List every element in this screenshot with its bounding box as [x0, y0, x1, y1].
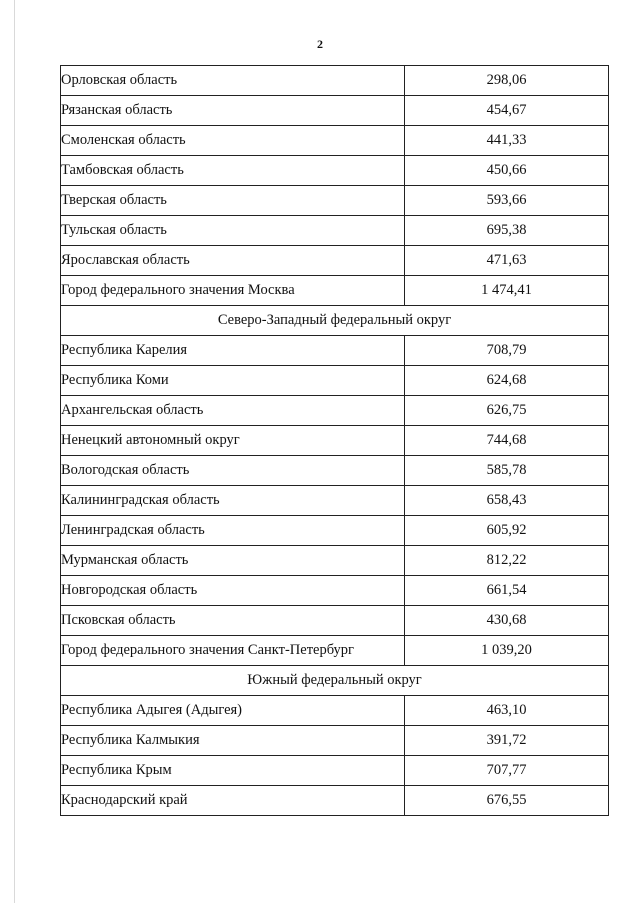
- region-value: 626,75: [405, 396, 609, 426]
- table-row: [61, 276, 609, 306]
- table-row: [61, 546, 609, 576]
- district-header-row: [61, 666, 609, 696]
- table-row: [61, 396, 609, 426]
- region-value: 624,68: [405, 366, 609, 396]
- region-name: Рязанская область: [61, 96, 405, 126]
- region-value: 661,54: [405, 576, 609, 606]
- region-name: Ярославская область: [61, 246, 405, 276]
- region-value: 1 039,20: [405, 636, 609, 666]
- page-number: 2: [317, 37, 323, 51]
- region-name: Архангельская область: [61, 396, 405, 426]
- region-value: 593,66: [405, 186, 609, 216]
- region-name: Новгородская область: [61, 576, 405, 606]
- region-name: Республика Калмыкия: [61, 726, 405, 756]
- region-value: 707,77: [405, 756, 609, 786]
- region-name: Ленинградская область: [61, 516, 405, 546]
- scan-margin-line: [14, 0, 15, 903]
- region-value: 695,38: [405, 216, 609, 246]
- region-name: Краснодарский край: [61, 786, 405, 816]
- table-row: [61, 696, 609, 726]
- table-row: [61, 216, 609, 246]
- table-row: [61, 246, 609, 276]
- region-name: Орловская область: [61, 66, 405, 96]
- region-value: 450,66: [405, 156, 609, 186]
- region-name: Республика Адыгея (Адыгея): [61, 696, 405, 726]
- region-value: 430,68: [405, 606, 609, 636]
- region-name: Республика Карелия: [61, 336, 405, 366]
- table-row: [61, 96, 609, 126]
- table-row: [61, 576, 609, 606]
- table-row: [61, 186, 609, 216]
- region-value: 585,78: [405, 456, 609, 486]
- table-row: [61, 366, 609, 396]
- district-header-row: [61, 306, 609, 336]
- region-name: Вологодская область: [61, 456, 405, 486]
- table-row: [61, 336, 609, 366]
- region-value: 391,72: [405, 726, 609, 756]
- table-row: [61, 606, 609, 636]
- region-name: Калининградская область: [61, 486, 405, 516]
- region-name: Республика Коми: [61, 366, 405, 396]
- table-row: [61, 486, 609, 516]
- table-row: [61, 156, 609, 186]
- region-value: 441,33: [405, 126, 609, 156]
- region-value: 298,06: [405, 66, 609, 96]
- regions-table-body: [61, 66, 609, 816]
- region-value: 454,67: [405, 96, 609, 126]
- region-value: 471,63: [405, 246, 609, 276]
- region-value: 658,43: [405, 486, 609, 516]
- table-row: [61, 786, 609, 816]
- region-name: Республика Крым: [61, 756, 405, 786]
- region-value: 463,10: [405, 696, 609, 726]
- region-value: 744,68: [405, 426, 609, 456]
- regions-table: [60, 65, 609, 816]
- region-value: 812,22: [405, 546, 609, 576]
- region-value: 1 474,41: [405, 276, 609, 306]
- region-name: Тамбовская область: [61, 156, 405, 186]
- region-value: 605,92: [405, 516, 609, 546]
- table-row: [61, 516, 609, 546]
- region-name: Псковская область: [61, 606, 405, 636]
- table-row: [61, 456, 609, 486]
- region-name: Ненецкий автономный округ: [61, 426, 405, 456]
- region-name: Город федерального значения Санкт-Петербург: [61, 636, 405, 666]
- table-row: [61, 726, 609, 756]
- district-name: Северо-Западный федеральный округ: [61, 306, 609, 336]
- district-name: Южный федеральный округ: [61, 666, 609, 696]
- table-row: [61, 636, 609, 666]
- region-name: Город федерального значения Москва: [61, 276, 405, 306]
- region-name: Тульская область: [61, 216, 405, 246]
- region-value: 676,55: [405, 786, 609, 816]
- region-name: Тверская область: [61, 186, 405, 216]
- table-row: [61, 426, 609, 456]
- table-row: [61, 66, 609, 96]
- table-row: [61, 756, 609, 786]
- table-row: [61, 126, 609, 156]
- region-name: Мурманская область: [61, 546, 405, 576]
- region-name: Смоленская область: [61, 126, 405, 156]
- region-value: 708,79: [405, 336, 609, 366]
